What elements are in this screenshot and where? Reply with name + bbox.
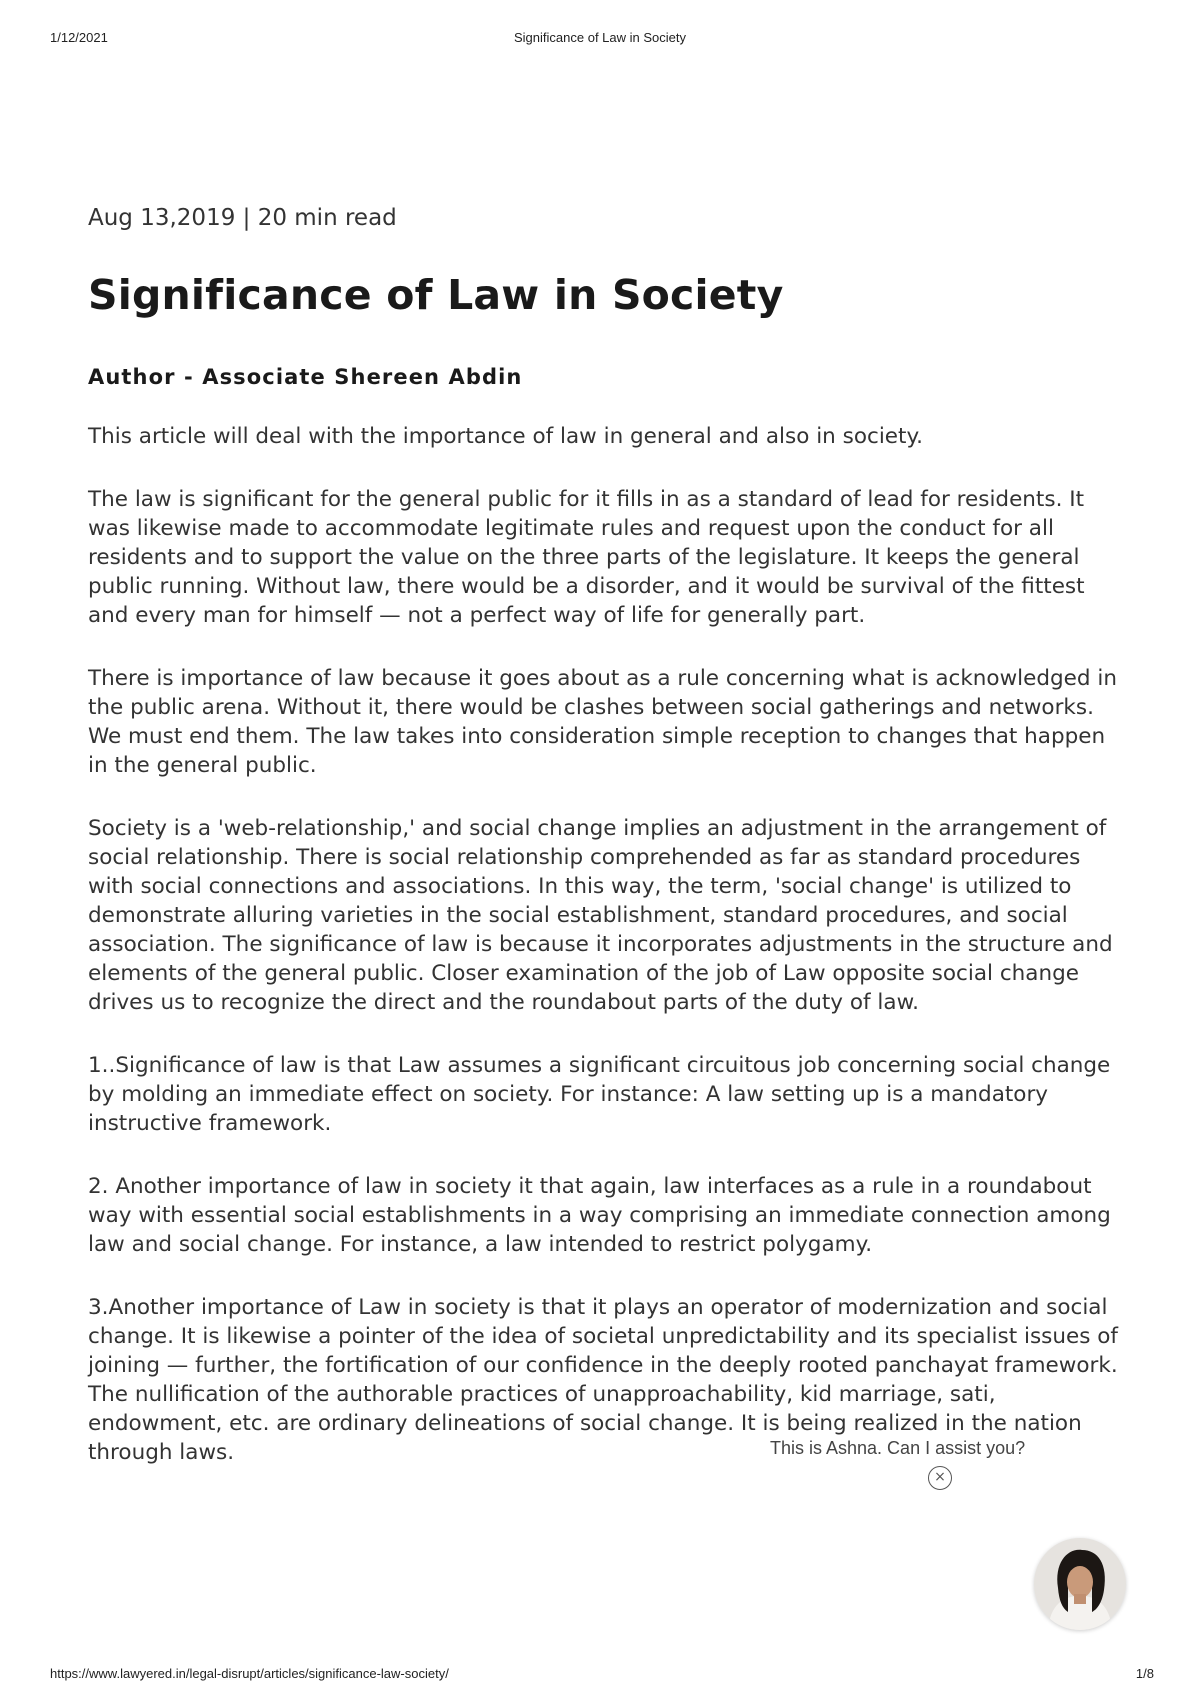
article-paragraph: There is importance of law because it goes about as a rule concerning what is acknowledged in the public arena. Without it, there would be clashes between social gatherings and networks. We must end them. The law takes into consideration simple reception to changes that happen in the general public. [88,666,1117,778]
chat-close-icon[interactable]: × [928,1466,952,1490]
print-footer-url[interactable]: https://www.lawyered.in/legal-disrupt/articles/significance-law-society/ [50,1666,449,1681]
print-header-title: Significance of Law in Society [514,30,686,45]
print-footer [0,1666,1200,1686]
article-paragraph: This article will deal with the importance of law in general and also in society. [88,424,923,449]
print-header-date: 1/12/2021 [50,30,108,45]
article-paragraph: 1..Significance of law is that Law assumes a significant circuitous job concerning social change by molding an immediate effect on society. For instance: A law setting up is a mandatory instructive framework. [88,1053,1111,1136]
chat-avatar[interactable] [1034,1538,1126,1630]
article-author: Author - Associate Shereen Abdin [88,365,523,389]
article-paragraph: 3.Another importance of Law in society is that it plays an operator of modernization and social change. It is likewise a pointer of the idea of societal unpredictability and its specialist issues of joining — further, the fortification of our confidence in the deeply rooted panchayat framework. The nullification of the authorable practices of unapproachability, kid marriage, sati, endowment, etc. are ordinary delineations of social change. It is being realized in the nation through laws. [88,1295,1118,1465]
article-paragraph: Society is a 'web-relationship,' and social change implies an adjustment in the arrangement of social relationship. There is social relationship comprehended as far as standard procedures with social connections and associations. In this way, the term, 'social change' is utilized to demonstrate alluring varieties in the social establishment, standard procedures, and social association. The significance of law is because it incorporates adjustments in the structure and elements of the general public. Closer examination of the job of Law opposite social change drives us to recognize the direct and the roundabout parts of the duty of law. [88,816,1113,1015]
chat-widget-prompt[interactable]: This is Ashna. Can I assist you? [770,1438,1026,1458]
article-paragraph: 2. Another importance of law in society it that again, law interfaces as a rule in a roundabout way with essential social establishments in a way comprising an immediate connection among law and social change. For instance, a law intended to restrict polygamy. [88,1174,1111,1257]
print-footer-page: 1/8 [1135,1666,1154,1681]
print-header [0,30,1200,50]
article-paragraph: The law is significant for the general public for it fills in as a standard of lead for residents. It was likewise made to accommodate legitimate rules and request upon the conduct for all residents and to support the value on the three parts of the legislature. It keeps the general public running. Without law, there would be a disorder, and it would be survival of the fittest and every man for himself — not a perfect way of life for generally part. [88,487,1085,628]
article-title: Significance of Law in Society [88,271,784,319]
avatar-portrait-icon [1034,1538,1126,1630]
article-meta: Aug 13,2019 | 20 min read [88,205,397,231]
article [88,202,1128,1501]
